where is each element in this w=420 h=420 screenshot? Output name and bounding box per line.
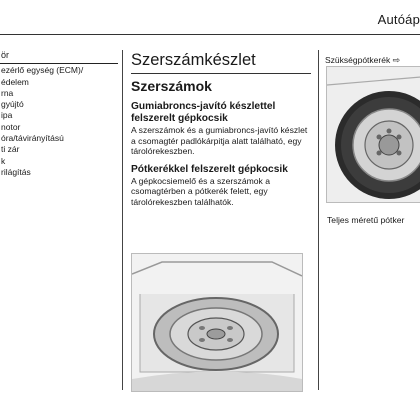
topic-heading: Pótkerékkel felszerelt gépkocsik: [131, 163, 288, 175]
column-divider: [122, 50, 123, 390]
index-column: [0, 50, 118, 178]
trunk-spare-wheel-photo: [131, 253, 303, 392]
index-item[interactable]: ipa: [1, 110, 13, 121]
topic-body: A gépkocsiemelő és a szerszámok a csomagtérben a pótkerék felett, egy tárolórekeszben találhatók.: [131, 175, 270, 207]
column-divider: [318, 50, 319, 390]
index-item[interactable]: rilágítás: [1, 166, 31, 177]
page-header-title: Autóáp: [377, 12, 420, 27]
main-content: [131, 50, 311, 215]
spare-wheel-graphic: [327, 67, 420, 202]
spare-wheel-photo: [326, 66, 420, 203]
title-rule: [131, 73, 311, 74]
arrow-right-icon: ⇨: [392, 55, 401, 65]
index-heading: ör: [0, 50, 118, 64]
topic-body: A szerszámok és a gumiabroncs-javító készlet a csomagtér padlókárpitja alatt található, egy tárolórekeszben.: [131, 125, 308, 157]
index-item[interactable]: rna: [1, 87, 14, 98]
section-title: Szerszámkészlet: [131, 51, 256, 69]
index-item[interactable]: ti zár: [1, 144, 20, 155]
trunk-photo-graphic: [132, 254, 302, 391]
photo-caption: Teljes méretű pótker: [327, 215, 405, 225]
index-item[interactable]: notor: [1, 121, 21, 132]
index-item[interactable]: óra/távirányítású: [1, 133, 64, 144]
index-item[interactable]: k: [1, 155, 6, 166]
reference-label: Szükségpótkerék: [325, 55, 391, 65]
index-item[interactable]: édelem: [1, 76, 29, 87]
index-item[interactable]: ezérlő egység (ECM)/: [1, 65, 84, 76]
index-item[interactable]: gyújtó: [1, 99, 24, 110]
topic-heading: Gumiabroncs-javító készlettel felszerelt gépkocsik: [131, 101, 276, 124]
subsection-title: Szerszámok: [131, 78, 212, 94]
header-rule: [0, 34, 420, 35]
reference-link[interactable]: [325, 55, 400, 65]
